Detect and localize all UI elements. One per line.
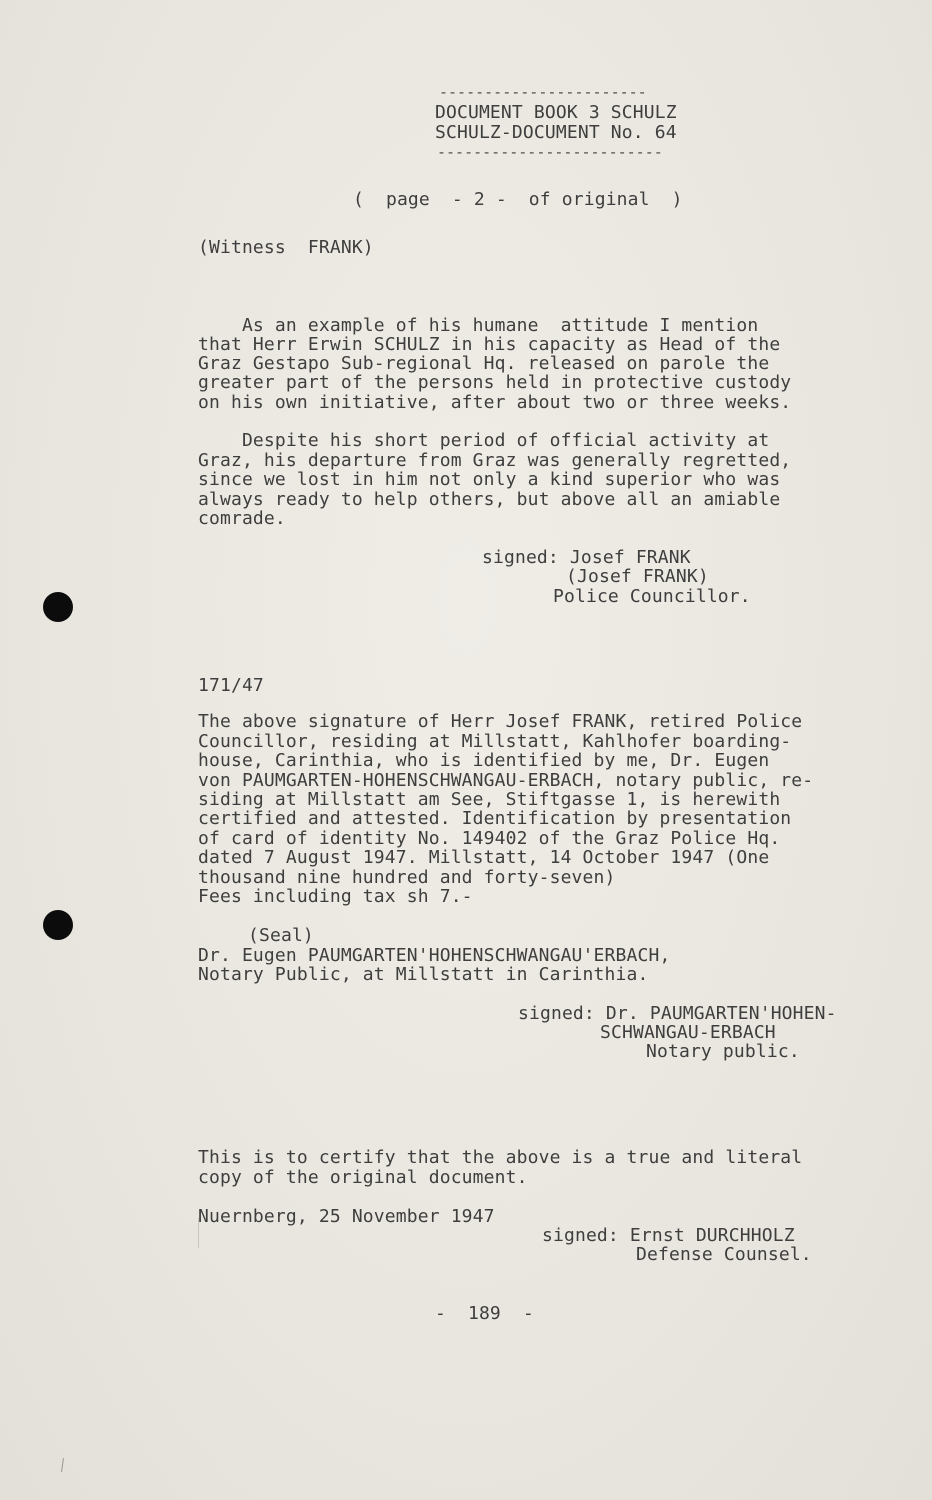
text-line: thousand nine hundred and forty-seven)	[198, 867, 616, 888]
signature-title: Police Councillor.	[553, 586, 751, 607]
text-line: house, Carinthia, who is identified by me, Dr. Eugen	[198, 750, 770, 771]
signature-line: signed: Ernst DURCHHOLZ	[542, 1225, 795, 1246]
notary-location: Notary Public, at Millstatt in Carinthia.	[198, 964, 649, 985]
document-number: SCHULZ-DOCUMENT No. 64	[435, 122, 677, 143]
signature-line-continued: SCHWANGAU-ERBACH	[600, 1022, 776, 1043]
witness-heading: (Witness FRANK)	[198, 237, 374, 258]
text-line: Graz, his departure from Graz was generally regretted,	[198, 450, 792, 471]
page-of-original-note: ( page - 2 - of original )	[353, 189, 683, 210]
signature-line: signed: Josef FRANK	[482, 547, 691, 568]
text-line: that Herr Erwin SCHULZ in his capacity as Head of the	[198, 334, 781, 355]
page-number: - 189 -	[435, 1303, 534, 1324]
notary-name: Dr. Eugen PAUMGARTEN'HOHENSCHWANGAU'ERBACH,	[198, 945, 671, 966]
text-line: copy of the original document.	[198, 1167, 528, 1188]
text-line: von PAUMGARTEN-HOHENSCHWANGAU-ERBACH, notary public, re-	[198, 770, 814, 791]
text-line: always ready to help others, but above all an amiable	[198, 489, 781, 510]
text-line: comrade.	[198, 508, 286, 529]
text-line: certified and attested. Identification by presentation	[198, 808, 792, 829]
text-line: This is to certify that the above is a true and literal	[198, 1147, 803, 1168]
text-line: siding at Millstatt am See, Stiftgasse 1, is herewith	[198, 789, 781, 810]
text-line: on his own initiative, after about two or three weeks.	[198, 392, 792, 413]
signature-name: (Josef FRANK)	[566, 566, 709, 587]
text-line: The above signature of Herr Josef FRANK, retired Police	[198, 711, 803, 732]
header-rule-top: -----------------------	[439, 83, 647, 101]
punch-hole	[43, 910, 73, 940]
text-line: dated 7 August 1947. Millstatt, 14 October 1947 (One	[198, 847, 770, 868]
signature-line: signed: Dr. PAUMGARTEN'HOHEN-	[518, 1003, 837, 1024]
text-line: since we lost in him not only a kind superior who was	[198, 469, 781, 490]
text-line: Councillor, residing at Millstatt, Kahlhofer boarding-	[198, 731, 792, 752]
reference-number: 171/47	[198, 675, 264, 696]
text-line: Graz Gestapo Sub-regional Hq. released on parole the	[198, 353, 770, 374]
document-book-title: DOCUMENT BOOK 3 SCHULZ	[435, 102, 677, 123]
text-line: Despite his short period of official activity at	[198, 430, 770, 451]
paper-mark	[198, 1218, 199, 1248]
header-rule-bottom: -------------------------	[437, 143, 663, 161]
place-and-date: Nuernberg, 25 November 1947	[198, 1206, 495, 1227]
punch-hole	[43, 592, 73, 622]
signature-title: Defense Counsel.	[636, 1244, 812, 1265]
signature-title: Notary public.	[646, 1041, 800, 1062]
paper-mark	[61, 1458, 64, 1472]
text-line: greater part of the persons held in protective custody	[198, 372, 792, 393]
text-line: As an example of his humane attitude I mention	[198, 315, 759, 336]
text-line: of card of identity No. 149402 of the Graz Police Hq.	[198, 828, 781, 849]
text-line: Fees including tax sh 7.-	[198, 886, 473, 907]
seal-label: (Seal)	[248, 925, 314, 946]
